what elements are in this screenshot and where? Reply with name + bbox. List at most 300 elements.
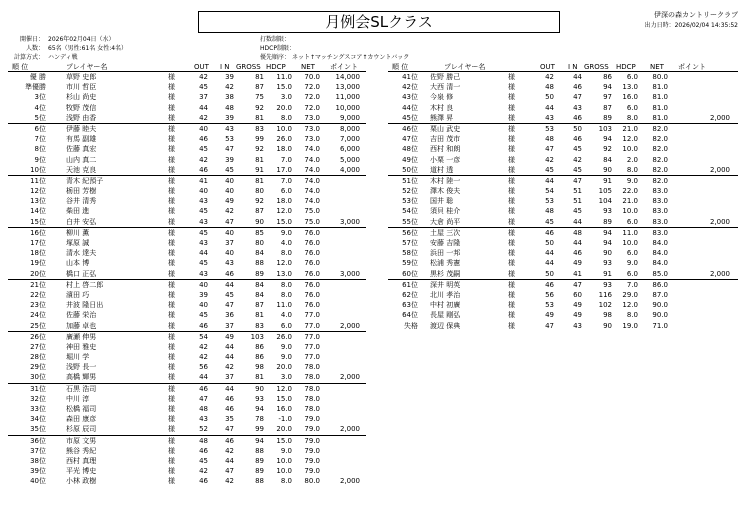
cell-out: 42	[199, 73, 208, 81]
cell-net: 76.0	[304, 280, 320, 289]
cell-hdcp: 11.0	[622, 228, 638, 237]
cell-net: 76.0	[304, 269, 320, 278]
cell-point: 2,000	[709, 269, 730, 278]
col-rank: 順 位	[12, 63, 29, 71]
cell-in: 44	[573, 239, 582, 247]
cell-net: 83.0	[652, 197, 668, 206]
cell-in: 42	[225, 363, 234, 372]
cell-honor: 様	[508, 187, 515, 196]
cell-gross: 98	[603, 311, 612, 320]
cell-net: 82.0	[652, 155, 668, 164]
cell-hdcp: 18.0	[276, 145, 292, 154]
cell-honor: 様	[168, 135, 175, 144]
cell-out: 46	[199, 321, 208, 330]
cell-net: 77.0	[304, 353, 320, 362]
cell-honor: 様	[508, 259, 515, 268]
cell-hdcp: 11.0	[276, 301, 292, 310]
cell-rank: 38位	[30, 456, 46, 465]
cell-name: 木村 良	[430, 103, 454, 112]
table-row	[388, 123, 738, 134]
cell-in: 47	[225, 145, 234, 154]
table-row	[388, 134, 738, 144]
cell-name: 山本 博	[66, 259, 90, 268]
cell-out: 42	[545, 155, 554, 164]
cell-hdcp: 13.0	[622, 83, 638, 92]
cell-in: 43	[573, 321, 582, 330]
cell-net: 85.0	[652, 269, 668, 278]
cell-hdcp: 6.0	[626, 249, 638, 258]
cell-out: 43	[199, 269, 208, 278]
cell-honor: 様	[508, 155, 515, 164]
cell-net: 81.0	[652, 113, 668, 122]
cell-net: 90.0	[652, 301, 668, 310]
cell-honor: 様	[508, 165, 515, 174]
cell-name: 草野 史郎	[66, 73, 97, 81]
cell-out: 43	[199, 415, 208, 424]
cell-rank: 39位	[30, 467, 46, 476]
cell-name: 杉原 辰司	[66, 425, 97, 434]
cell-net: 73.0	[304, 135, 320, 144]
table-row	[388, 300, 738, 310]
cell-net: 76.0	[304, 228, 320, 237]
cell-out: 47	[199, 394, 208, 403]
cell-gross: 89	[255, 456, 264, 465]
cell-gross: 81	[255, 113, 264, 122]
cell-rank: 4位	[34, 103, 46, 112]
cell-in: 49	[573, 301, 582, 310]
cell-honor: 様	[168, 446, 175, 455]
col-out: OUT	[194, 63, 209, 71]
cell-name: 中村 初廣	[430, 301, 461, 310]
cell-net: 74.0	[304, 176, 320, 185]
cell-honor: 様	[168, 176, 175, 185]
col-out: OUT	[540, 63, 555, 71]
col-net: NET	[650, 63, 664, 71]
col-gross: GROSS	[584, 63, 609, 71]
col-net: NET	[301, 63, 315, 71]
cell-name: 佐藤 栄治	[66, 311, 97, 320]
cell-honor: 様	[168, 363, 175, 372]
cell-hdcp: 3.0	[280, 373, 292, 382]
table-row	[8, 321, 366, 331]
table-row	[388, 82, 738, 92]
cell-hdcp: 17.0	[276, 165, 292, 174]
cell-honor: 様	[168, 113, 175, 122]
cell-honor: 様	[168, 467, 175, 476]
table-row	[8, 258, 366, 268]
cell-hdcp: 6.0	[626, 269, 638, 278]
cell-gross: 105	[598, 187, 612, 196]
cell-honor: 様	[168, 436, 175, 445]
cell-honor: 様	[168, 228, 175, 237]
cell-hdcp: 10.0	[276, 467, 292, 476]
cell-honor: 様	[168, 342, 175, 351]
cell-in: 40	[225, 249, 234, 258]
cell-name: 伊藤 睦夫	[66, 124, 97, 133]
cell-point: 2,000	[709, 217, 730, 226]
meta-value: ネット↑マッチングスコア↑カウントバック	[292, 54, 410, 61]
cell-in: 46	[573, 83, 582, 92]
table-row	[388, 290, 738, 300]
cell-in: 53	[225, 135, 234, 144]
meta-value: 2026年02月04日（水）	[48, 36, 115, 43]
cell-in: 60	[573, 290, 582, 299]
cell-rank: 36位	[30, 436, 46, 445]
meta-value: ハンディ戦	[48, 54, 78, 61]
cell-out: 42	[199, 113, 208, 122]
cell-hdcp: 20.0	[276, 363, 292, 372]
cell-honor: 様	[168, 456, 175, 465]
cell-net: 82.0	[652, 165, 668, 174]
cell-in: 43	[573, 103, 582, 112]
cell-gross: 80	[255, 187, 264, 196]
cell-name: 西村 和朗	[430, 145, 461, 154]
cell-in: 49	[225, 197, 234, 206]
cell-name: 栗山 武史	[430, 124, 461, 133]
cell-gross: 81	[255, 176, 264, 185]
cell-rank: 9位	[34, 155, 46, 164]
cell-hdcp: 11.0	[276, 73, 292, 81]
cell-name: 平光 博史	[66, 467, 97, 476]
cell-honor: 様	[168, 217, 175, 226]
cell-name: 塚原 誠	[66, 239, 90, 247]
cell-hdcp: 10.0	[276, 456, 292, 465]
cell-out: 40	[199, 301, 208, 310]
cell-rank: 16位	[30, 228, 46, 237]
cell-rank: 42位	[402, 83, 418, 92]
cell-net: 74.0	[304, 145, 320, 154]
cell-hdcp: 26.0	[276, 135, 292, 144]
cell-net: 84.0	[652, 249, 668, 258]
cell-out: 45	[199, 207, 208, 216]
cell-name: 松橋 福司	[66, 405, 97, 413]
cell-point: 3,000	[339, 269, 360, 278]
cell-hdcp: 22.0	[622, 187, 638, 196]
cell-honor: 様	[508, 83, 515, 92]
cell-out: 45	[199, 83, 208, 92]
issued-timestamp: 出力日時：2026/02/04 14:35:52	[644, 22, 738, 29]
table-row	[388, 92, 738, 102]
cell-out: 45	[545, 165, 554, 174]
cell-rank: 12位	[30, 187, 46, 196]
cell-hdcp: 6.0	[626, 73, 638, 81]
cell-net: 72.0	[304, 83, 320, 92]
cell-out: 45	[199, 311, 208, 320]
table-row	[388, 227, 738, 238]
cell-in: 47	[573, 280, 582, 289]
cell-gross: 80	[255, 239, 264, 247]
cell-in: 49	[573, 259, 582, 268]
cell-name: 大西 清一	[430, 83, 461, 92]
cell-name: 須貝 桂介	[430, 207, 461, 216]
cell-name: 石黒 浩司	[66, 384, 97, 393]
cell-rank: 14位	[30, 207, 46, 216]
cell-out: 46	[199, 446, 208, 455]
cell-gross: 99	[255, 425, 264, 434]
cell-hdcp: 20.0	[276, 103, 292, 112]
cell-name: 土屋 三次	[430, 228, 461, 237]
table-row	[8, 113, 366, 123]
cell-out: 48	[199, 436, 208, 445]
cell-name: 栃田 芳樹	[66, 187, 97, 196]
cell-honor: 様	[168, 103, 175, 112]
cell-in: 44	[225, 384, 234, 393]
cell-rank: 26位	[30, 332, 46, 341]
cell-net: 84.0	[652, 259, 668, 268]
cell-rank: 優 勝	[29, 73, 46, 81]
cell-gross: 99	[255, 135, 264, 144]
cell-in: 48	[225, 103, 234, 112]
cell-rank: 24位	[30, 311, 46, 320]
col-gross: GROSS	[236, 63, 261, 71]
table-row	[8, 279, 366, 290]
cell-net: 77.0	[304, 321, 320, 330]
cell-rank: 28位	[30, 353, 46, 362]
cell-gross: 92	[603, 145, 612, 154]
cell-name: 柴田 進	[66, 207, 90, 216]
cell-rank: 25位	[30, 321, 46, 330]
cell-out: 43	[199, 197, 208, 206]
cell-honor: 様	[168, 207, 175, 216]
cell-out: 48	[199, 405, 208, 413]
table-row	[8, 446, 366, 456]
cell-honor: 様	[168, 405, 175, 413]
cell-in: 44	[573, 217, 582, 226]
cell-rank: 13位	[30, 197, 46, 206]
cell-rank: 51位	[402, 176, 418, 185]
cell-out: 42	[545, 73, 554, 81]
cell-hdcp: 2.0	[626, 155, 638, 164]
table-row	[8, 196, 366, 206]
col-player: プレイヤー名	[66, 63, 108, 71]
cell-gross: 83	[255, 124, 264, 133]
cell-honor: 様	[508, 239, 515, 247]
cell-net: 78.0	[304, 405, 320, 413]
cell-in: 47	[225, 217, 234, 226]
cell-hdcp: 15.0	[276, 217, 292, 226]
cell-honor: 様	[508, 145, 515, 154]
cell-gross: 86	[255, 353, 264, 362]
cell-point: 2,000	[709, 165, 730, 174]
cell-rank: 11位	[30, 176, 46, 185]
table-row	[8, 186, 366, 196]
cell-gross: 90	[603, 165, 612, 174]
cell-gross: 81	[255, 73, 264, 81]
cell-net: 74.0	[304, 165, 320, 174]
cell-name: 井波 隆日出	[66, 301, 104, 310]
table-row	[8, 476, 366, 486]
cell-in: 48	[573, 228, 582, 237]
meta-stroke-limit	[260, 35, 292, 44]
cell-net: 79.0	[304, 456, 320, 465]
table-row	[8, 394, 366, 404]
cell-hdcp: 10.0	[622, 145, 638, 154]
cell-gross: 75	[255, 93, 264, 102]
cell-out: 56	[199, 363, 208, 372]
cell-in: 40	[225, 187, 234, 196]
cell-in: 44	[573, 73, 582, 81]
cell-honor: 様	[168, 301, 175, 310]
col-player: プレイヤー名	[444, 63, 486, 71]
cell-honor: 様	[508, 113, 515, 122]
cell-in: 43	[225, 259, 234, 268]
cell-in: 37	[225, 373, 234, 382]
cell-hdcp: 8.0	[626, 311, 638, 320]
cell-honor: 様	[508, 301, 515, 310]
cell-honor: 様	[168, 425, 175, 434]
cell-out: 53	[545, 301, 554, 310]
cell-gross: 91	[603, 176, 612, 185]
cell-gross: 89	[255, 269, 264, 278]
cell-gross: 94	[255, 405, 264, 413]
cell-honor: 様	[168, 259, 175, 268]
cell-gross: 98	[255, 363, 264, 372]
cell-hdcp: 8.0	[280, 280, 292, 289]
cell-honor: 様	[168, 165, 175, 174]
cell-out: 46	[199, 135, 208, 144]
cell-in: 47	[573, 93, 582, 102]
col-hdcp: HDCP	[616, 63, 636, 71]
cell-net: 79.0	[304, 425, 320, 434]
cell-name: 森田 康彦	[66, 415, 97, 424]
cell-name: 浅野 長一	[66, 363, 97, 372]
cell-gross: 92	[255, 145, 264, 154]
cell-hdcp: 21.0	[622, 197, 638, 206]
cell-hdcp: 19.0	[622, 321, 638, 330]
cell-rank: 失格	[404, 321, 418, 330]
cell-rank: 64位	[402, 311, 418, 320]
cell-in: 46	[225, 436, 234, 445]
cell-name: 熊澤 昇	[430, 113, 454, 122]
table-row	[8, 227, 366, 238]
cell-gross: 89	[255, 467, 264, 476]
table-row	[8, 82, 366, 92]
cell-gross: 86	[603, 73, 612, 81]
cell-net: 73.0	[304, 124, 320, 133]
col-point: ポイント	[330, 63, 358, 71]
cell-name: 佐藤 真宏	[66, 145, 97, 154]
cell-in: 42	[225, 477, 234, 486]
table-row	[388, 186, 738, 196]
cell-name: 安藤 吉隆	[430, 239, 461, 247]
meta-label: 打数制限：	[260, 36, 291, 43]
cell-net: 79.0	[304, 436, 320, 445]
table-row	[388, 321, 738, 331]
cell-honor: 様	[168, 477, 175, 486]
table-row	[8, 362, 366, 372]
cell-hdcp: 8.0	[626, 113, 638, 122]
cell-out: 41	[199, 176, 208, 185]
meta-value: 65名（男性:61名 女性:4名）	[48, 45, 128, 52]
cell-net: 76.0	[304, 290, 320, 299]
cell-gross: 89	[603, 217, 612, 226]
cell-in: 46	[225, 394, 234, 403]
cell-point: 5,000	[339, 155, 360, 164]
cell-in: 43	[225, 124, 234, 133]
table-row	[388, 155, 738, 165]
table-row	[8, 404, 366, 414]
cell-honor: 様	[168, 373, 175, 382]
cell-name: 有馬 副雄	[66, 135, 97, 144]
cell-in: 44	[225, 342, 234, 351]
cell-honor: 様	[168, 384, 175, 393]
cell-in: 49	[573, 311, 582, 320]
cell-rank: 7位	[34, 135, 46, 144]
cell-in: 45	[573, 165, 582, 174]
cell-rank: 46位	[402, 124, 418, 133]
table-row	[388, 165, 738, 175]
cell-out: 48	[545, 135, 554, 144]
cell-rank: 22位	[30, 290, 46, 299]
cell-rank: 29位	[30, 363, 46, 372]
cell-net: 80.0	[304, 477, 320, 486]
cell-hdcp: -1.0	[278, 415, 292, 424]
table-row	[8, 435, 366, 446]
cell-hdcp: 20.0	[276, 425, 292, 434]
cell-gross: 78	[255, 415, 264, 424]
cell-gross: 88	[255, 259, 264, 268]
cell-out: 56	[545, 290, 554, 299]
cell-out: 46	[545, 228, 554, 237]
cell-hdcp: 29.0	[622, 290, 638, 299]
cell-net: 90.0	[652, 311, 668, 320]
cell-hdcp: 18.0	[276, 197, 292, 206]
cell-in: 36	[225, 311, 234, 320]
cell-gross: 81	[255, 373, 264, 382]
cell-rank: 20位	[30, 269, 46, 278]
cell-name: 橋口 正弘	[66, 269, 97, 278]
cell-net: 78.0	[304, 363, 320, 372]
cell-honor: 様	[168, 394, 175, 403]
cell-hdcp: 10.0	[622, 239, 638, 247]
cell-rank: 45位	[402, 113, 418, 122]
cell-in: 37	[225, 239, 234, 247]
cell-hdcp: 6.0	[280, 321, 292, 330]
cell-hdcp: 7.0	[280, 176, 292, 185]
table-row	[8, 466, 366, 476]
cell-rank: 40位	[30, 477, 46, 486]
cell-out: 44	[199, 103, 208, 112]
cell-out: 48	[545, 207, 554, 216]
cell-rank: 37位	[30, 446, 46, 455]
cell-name: 小栗 一彦	[430, 155, 461, 164]
cell-in: 42	[225, 446, 234, 455]
cell-out: 46	[199, 384, 208, 393]
cell-in: 41	[573, 269, 582, 278]
cell-out: 44	[545, 103, 554, 112]
table-row	[8, 134, 366, 144]
cell-point: 3,000	[339, 217, 360, 226]
cell-rank: 34位	[30, 415, 46, 424]
cell-in: 45	[225, 290, 234, 299]
cell-rank: 19位	[30, 259, 46, 268]
cell-in: 45	[573, 207, 582, 216]
table-row	[388, 310, 738, 320]
cell-out: 53	[545, 197, 554, 206]
cell-name: 加藤 卓也	[66, 321, 97, 330]
cell-honor: 様	[168, 124, 175, 133]
cell-net: 74.0	[304, 155, 320, 164]
cell-gross: 93	[603, 280, 612, 289]
table-row	[388, 217, 738, 227]
cell-net: 83.0	[652, 228, 668, 237]
cell-in: 47	[225, 301, 234, 310]
table-row	[8, 352, 366, 362]
cell-net: 86.0	[652, 280, 668, 289]
table-row	[8, 206, 366, 216]
cell-net: 76.0	[304, 301, 320, 310]
cell-rank: 3位	[34, 93, 46, 102]
